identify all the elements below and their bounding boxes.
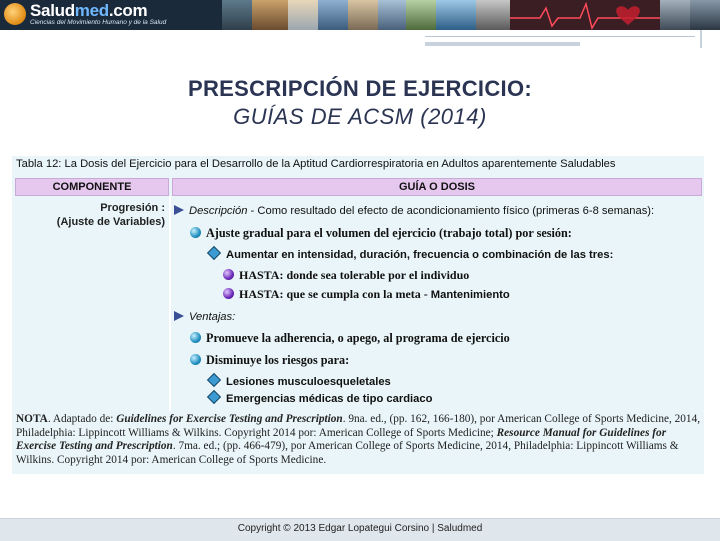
logo-subtitle: Ciencias del Movimiento Humano y de la Salud <box>30 19 167 26</box>
banner-photo-cyclist <box>252 0 288 30</box>
banner-photo-athlete <box>222 0 252 30</box>
row-ajuste <box>190 226 572 241</box>
banner-photo-lifter <box>660 0 690 30</box>
ajuste-text: Ajuste gradual para el volumen del ejercicio (trabajo total) por sesión: <box>206 226 572 240</box>
descripcion-text: - Como resultado del efecto de acondicionamiento físico (primeras 6-8 semanas): <box>247 205 655 217</box>
blue-ball-bullet-icon <box>190 354 201 365</box>
component-progresion <box>15 202 165 229</box>
column-separator <box>169 196 171 411</box>
row-disminuye <box>190 353 349 368</box>
banner-photo-yoga <box>406 0 436 30</box>
table-note <box>16 413 702 467</box>
hasta-label: HASTA: <box>239 268 284 282</box>
ekg-heart-icon <box>510 0 660 30</box>
note-reference-title: Guidelines for Exercise Testing and Prescription <box>116 413 343 425</box>
hasta-label: HASTA: <box>239 287 284 301</box>
arrow-bullet-icon <box>174 311 184 321</box>
decorative-divider <box>425 36 695 37</box>
column-header-guia: GUÍA O DOSIS <box>172 178 702 196</box>
dosis-table <box>12 156 704 474</box>
purple-ball-bullet-icon <box>223 269 234 280</box>
row-hasta-tolerable <box>223 268 469 283</box>
emergencias-text: Emergencias médicas de tipo cardiaco <box>226 393 433 405</box>
hasta-text: que se cumpla con la meta - <box>283 287 431 301</box>
logo-title: Saludmed.com <box>30 1 148 20</box>
decorative-divider <box>700 30 702 48</box>
lesiones-text: Lesiones musculoesqueletales <box>226 376 391 388</box>
note-text: . 7ma. ed.; (pp. 466-479), por American College of Sports Medicine, 2014, Philadelphia: Lippincott Williams & Wilkins. Copyright 2014 por: American College of Sports Medicine. <box>16 440 679 466</box>
banner-photo-team <box>476 0 510 30</box>
purple-ball-bullet-icon <box>223 288 234 299</box>
site-banner <box>0 0 720 30</box>
slide-title: PRESCRIPCIÓN DE EJERCICIO: <box>188 76 532 101</box>
aumentar-text: Aumentar en intensidad, duración, frecuencia o combinación de las tres: <box>226 249 614 261</box>
column-header-componente: COMPONENTE <box>15 178 169 196</box>
banner-photo-runner <box>288 0 318 30</box>
diamond-bullet-icon <box>207 246 221 260</box>
disminuye-text: Disminuye los riesgos para: <box>206 353 350 367</box>
note-text: . Adaptado de: <box>47 413 117 425</box>
row-promueve <box>190 331 510 346</box>
hasta-text: donde sea tolerable por el individuo <box>283 268 470 282</box>
component-sublabel: (Ajuste de Variables) <box>56 215 165 228</box>
table-caption: Tabla 12: La Dosis del Ejercicio para el Desarrollo de la Aptitud Cardiorrespiratoria en Adultos aparentemente Saludables <box>16 158 616 170</box>
blue-ball-bullet-icon <box>190 227 201 238</box>
slide-subtitle: GUÍAS DE ACSM (2014) <box>233 104 487 129</box>
banner-photo-swim <box>436 0 476 30</box>
note-reference-title: Resource Manual for Guidelines for Exercise Testing and Prescription <box>16 426 667 453</box>
banner-ekg-heart <box>510 0 660 30</box>
saludmed-logo[interactable] <box>4 1 224 29</box>
banner-photo-walker <box>378 0 406 30</box>
banner-photo-sport <box>318 0 348 30</box>
note-label: NOTA <box>16 413 48 425</box>
component-label: Progresión : <box>100 202 165 214</box>
footer-bar <box>0 518 720 541</box>
blue-ball-bullet-icon <box>190 332 201 343</box>
ventajas-label: Ventajas: <box>189 311 236 323</box>
mantenimiento-text: Mantenimiento <box>430 289 510 301</box>
decorative-divider <box>425 42 580 46</box>
banner-photo-sprinter <box>690 0 720 30</box>
note-text: . 9na. ed., (pp. 162, 166-180), por American College of Sports Medicine, 2014, Philadelphia: Lippincott Williams & Wilkins. Copyright 2014 por: American College of Sports Medicine; <box>16 413 701 439</box>
descripcion-label: Descripción <box>189 205 248 217</box>
row-hasta-meta <box>223 287 510 302</box>
row-lesiones <box>206 375 391 388</box>
runner-logo-icon <box>4 3 26 25</box>
diamond-bullet-icon <box>207 373 221 387</box>
diamond-bullet-icon <box>207 390 221 404</box>
row-emergencias <box>206 392 432 405</box>
arrow-bullet-icon <box>174 205 184 215</box>
promueve-text: Promueve la adherencia, o apego, al programa de ejercicio <box>206 331 510 345</box>
row-descripcion <box>174 205 654 217</box>
copyright-text: Copyright © 2013 Edgar Lopategui Corsino | Saludmed <box>237 523 483 534</box>
row-ventajas <box>174 311 235 323</box>
banner-photo-gym <box>348 0 378 30</box>
row-aumentar <box>206 248 613 261</box>
